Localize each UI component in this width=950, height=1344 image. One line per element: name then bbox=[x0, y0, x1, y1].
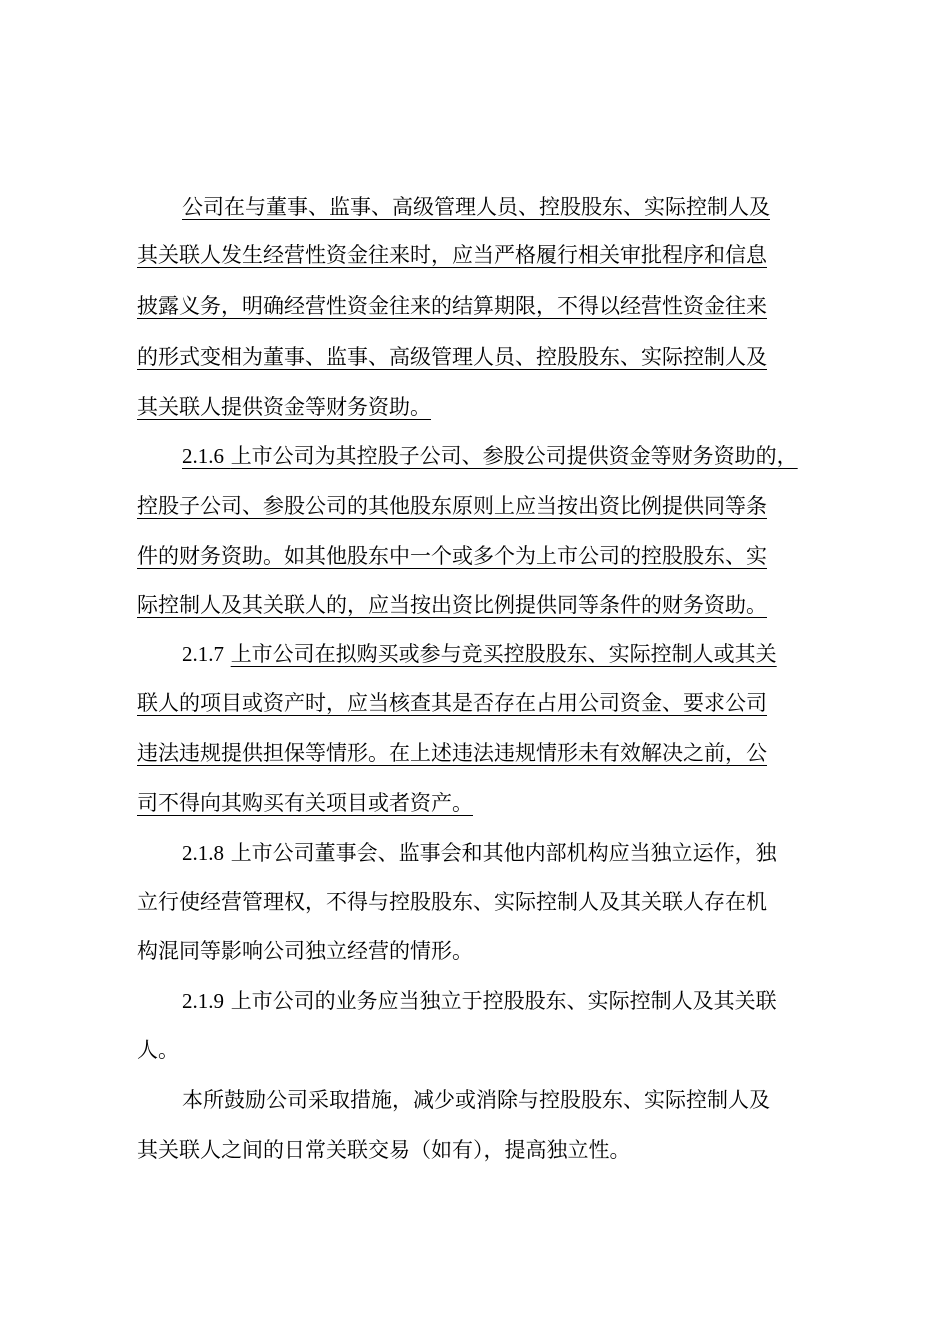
paragraph-2-1-9-line-2: 人。 bbox=[137, 1038, 179, 1062]
paragraph-2-1-7-line-1 bbox=[182, 641, 777, 667]
paragraph-2-1-7-line-3: 违法违规提供担保等情形。在上述违法违规情形未有效解决之前，公 bbox=[137, 741, 767, 765]
clause-text: 上市公司的业务应当独立于控股股东、实际控制人及其关联 bbox=[230, 989, 777, 1013]
clause-number: 2.1.9 bbox=[182, 989, 224, 1013]
paragraph-2-1-8-line-3: 构混同等影响公司独立经营的情形。 bbox=[137, 939, 473, 963]
paragraph-1-line-1: 公司在与董事、监事、高级管理人员、控股股东、实际控制人及 bbox=[182, 195, 770, 219]
clause-number: 2.1.6 bbox=[182, 444, 224, 468]
paragraph-2-1-7-line-2: 联人的项目或资产时，应当核查其是否存在占用公司资金、要求公司 bbox=[137, 691, 767, 715]
paragraph-2-1-6-line-1 bbox=[182, 443, 798, 469]
paragraph-1-line-4: 的形式变相为董事、监事、高级管理人员、控股股东、实际控制人及 bbox=[137, 345, 767, 369]
paragraph-2-1-7-line-4: 司不得向其购买有关项目或者资产。 bbox=[137, 791, 473, 815]
paragraph-2-1-8-line-2: 立行使经营管理权，不得与控股股东、实际控制人及其关联人存在机 bbox=[137, 890, 767, 914]
clause-text: 上市公司在拟购买或参与竞买控股股东、实际控制人或其关 bbox=[230, 642, 777, 666]
paragraph-2-1-9-line-1 bbox=[182, 988, 777, 1014]
paragraph-1-line-5: 其关联人提供资金等财务资助。 bbox=[137, 395, 431, 419]
paragraph-final-line-2: 其关联人之间的日常关联交易（如有），提高独立性。 bbox=[137, 1138, 631, 1162]
paragraph-2-1-6-line-3: 件的财务资助。如其他股东中一个或多个为上市公司的控股股东、实 bbox=[137, 544, 767, 568]
paragraph-final-line-1: 本所鼓励公司采取措施，减少或消除与控股股东、实际控制人及 bbox=[182, 1088, 770, 1112]
paragraph-1-line-2: 其关联人发生经营性资金往来时，应当严格履行相关审批程序和信息 bbox=[137, 243, 767, 267]
paragraph-2-1-8-line-1 bbox=[182, 840, 777, 866]
paragraph-2-1-6-line-2: 控股子公司、参股公司的其他股东原则上应当按出资比例提供同等条 bbox=[137, 494, 767, 518]
clause-number: 2.1.7 bbox=[182, 642, 224, 666]
clause-text: 上市公司为其控股子公司、参股公司提供资金等财务资助的， bbox=[230, 444, 798, 468]
paragraph-2-1-6-line-4: 际控制人及其关联人的，应当按出资比例提供同等条件的财务资助。 bbox=[137, 593, 767, 617]
paragraph-1-line-3: 披露义务，明确经营性资金往来的结算期限，不得以经营性资金往来 bbox=[137, 294, 767, 318]
clause-number: 2.1.8 bbox=[182, 841, 224, 865]
clause-text: 上市公司董事会、监事会和其他内部机构应当独立运作，独 bbox=[230, 841, 777, 865]
